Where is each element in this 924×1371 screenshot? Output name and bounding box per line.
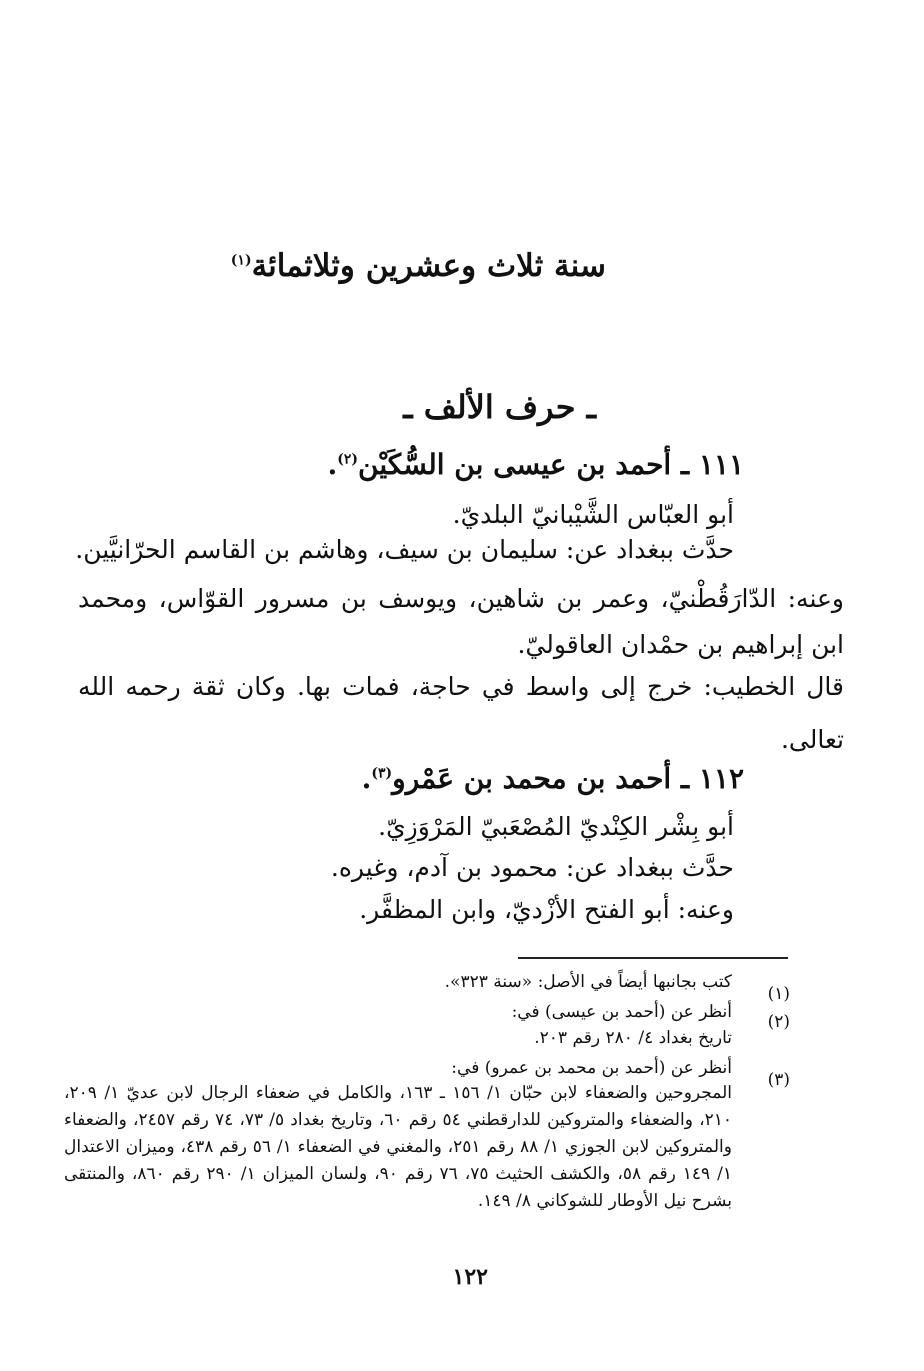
entry-heading: ١١٢ ـ أحمد بن محمد بن عَمْرو$^{(٣)}$. bbox=[361, 762, 744, 795]
entry-line: وعنه: الدّارَقُطْنيّ، وعمر بن شاهين، ويوسف بن مسرور القوّاس، ومحمد bbox=[78, 584, 844, 613]
page-number: ١٢٢ bbox=[452, 1264, 488, 1290]
footnote-text: كتب بجانبها أيضاً في الأصل: «سنة ٣٢٣». bbox=[444, 972, 732, 992]
entry-line: أبو العبّاس الشَّيْبانيّ البلديّ. bbox=[452, 500, 734, 529]
footnote-text: أنظر عن (أحمد بن عيسى) في: bbox=[511, 1002, 732, 1022]
entry-heading: ١١١ ـ أحمد بن عيسى بن السُّكَيْن$^{(٢)}$. bbox=[327, 448, 744, 481]
year-title: سنة ثلاث وعشرين وثلاثمائة$^{(١)}$ bbox=[230, 248, 606, 284]
footnote-ref: (١) bbox=[230, 252, 252, 269]
entry-line: ابن إبراهيم بن حمْدان العاقوليّ. bbox=[517, 630, 844, 659]
entry-line: أبو بِشْر الكِنْديّ المُصْعَبيّ المَرْوَزِيّ. bbox=[378, 812, 734, 841]
footnote-separator bbox=[518, 957, 788, 959]
entry-line: قال الخطيب: خرج إلى واسط في حاجة، فمات بها. وكان ثقة رحمه الله bbox=[78, 672, 844, 701]
footnote-text: تاريخ بغداد ٤/ ٢٨٠ رقم ٢٠٣. bbox=[534, 1028, 732, 1048]
footnote-number: (٣) bbox=[767, 1070, 790, 1090]
entry-line: حدَّث ببغداد عن: محمود بن آدم، وغيره. bbox=[330, 853, 734, 882]
footnote-number: (١) bbox=[767, 984, 790, 1004]
footnote-text: المجروحين والضعفاء لابن حبّان ١/ ١٥٦ ـ ١٦٣، والكامل في ضعفاء الرجال لابن عديّ ١/ ٢٠٩، ٢١٠، والضعفاء والمتروكين للدارقطني ٥٤ رقم ٦٠، وتاريخ بغداد ٥/ ٧٣، ٧٤ رقم ٢٤٥٧، والضعفاء والمتروكين لابن الجوزي ١/ ٨٨ رقم ٢٥١، والمغني في الضعفاء ١/ ٥٦ رقم ٤٣٨، وميزان الاعتدال ١/ ١٤٩ رقم ٥٨، والكشف الحثيث ٧٥، ٧٦ رقم ٩٠، ولسان الميزان ١/ ٢٩٠ رقم ٨٦٠، والمنتقى بشرح نيل الأوطار للشوكاني ٨/ ١٤٩. bbox=[64, 1083, 732, 1211]
entry-line: وعنه: أبو الفتح الأزْديّ، وابن المظفَّر. bbox=[359, 895, 734, 924]
footnote-ref: (٣) bbox=[371, 765, 393, 782]
footnote-ref: (٢) bbox=[337, 451, 358, 468]
entry-line: تعالى. bbox=[780, 725, 844, 754]
section-title: ـ حرف الألف ـ bbox=[403, 388, 596, 426]
footnote-number: (٢) bbox=[767, 1012, 790, 1032]
footnote-text: أنظر عن (أحمد بن محمد بن عمرو) في: bbox=[451, 1058, 732, 1078]
entry-line: حدَّث ببغداد عن: سليمان بن سيف، وهاشم بن القاسم الحرّانيَّين. bbox=[75, 535, 734, 564]
